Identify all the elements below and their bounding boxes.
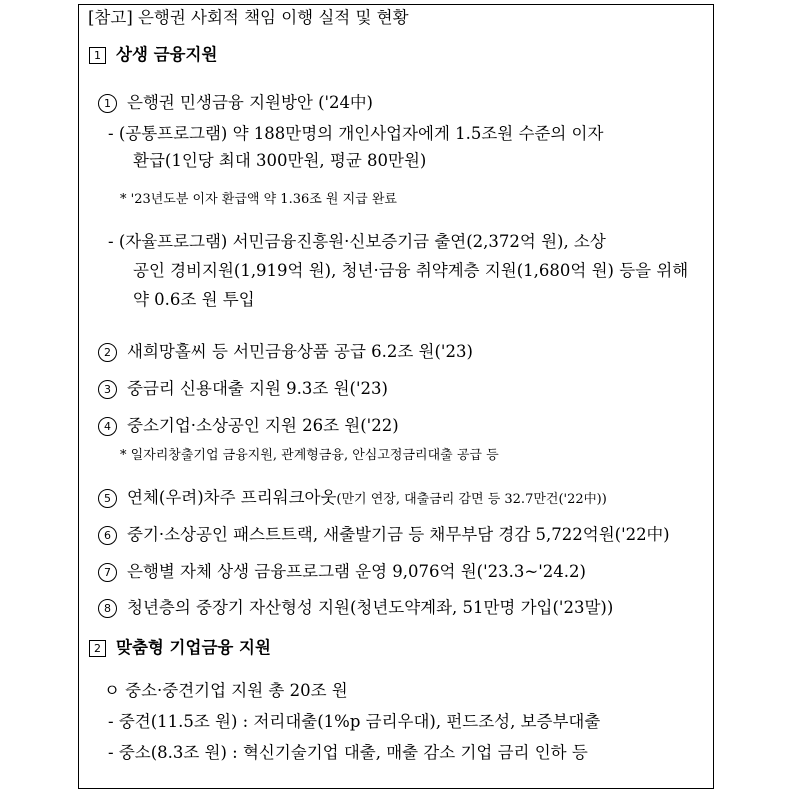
- section1-title: 상생 금융지원: [116, 45, 218, 64]
- item7-text: 은행별 자체 상생 금융프로그램 운영 9,076억 원('23.3~'24.2): [127, 562, 586, 581]
- item1-line1: - (공통프로그램) 약 188만명의 개인사업자에게 1.5조원 수준의 이자: [108, 124, 604, 143]
- item3: [98, 380, 388, 399]
- item4: [98, 417, 399, 436]
- section2-number: 2: [89, 640, 106, 657]
- item5-number: 5: [98, 489, 117, 508]
- item1-line2: 환급(1인당 최대 300만원, 평균 80만원): [133, 151, 427, 170]
- item7-number: 7: [98, 563, 117, 582]
- item1-title: 은행권 민생금융 지원방안 ('24中): [127, 93, 373, 112]
- item8-text: 청년층의 중장기 자산형성 지원(청년도약계좌, 51만명 가입('23말)): [127, 598, 614, 617]
- section1-number: 1: [89, 47, 106, 64]
- item1-note: * '23년도분 이자 환급액 약 1.36조 원 지급 완료: [120, 192, 397, 207]
- document-header: [참고] 은행권 사회적 책임 이행 실적 및 현황: [88, 8, 409, 27]
- item3-number: 3: [98, 380, 117, 399]
- item1-line3: - (자율프로그램) 서민금융진흥원·신보증기금 출연(2,372억 원), 소상: [108, 232, 606, 251]
- item5: [98, 489, 607, 508]
- section2-heading: [89, 640, 271, 657]
- item1-line4: 공인 경비지원(1,919억 원), 청년·금융 취약계층 지원(1,680억 원) 등을 위해: [133, 261, 689, 280]
- item5-tail: (만기 연장, 대출금리 감면 등 32.7만건('22中)): [336, 492, 607, 507]
- item4-number: 4: [98, 417, 117, 436]
- section2-sub1: - 중견(11.5조 원) : 저리대출(1%p 금리우대), 펀드조성, 보증부대출: [108, 712, 601, 731]
- item4-note: * 일자리창출기업 금융지원, 관계형금융, 안심고정금리대출 공급 등: [120, 448, 499, 463]
- section2-sub2: - 중소(8.3조 원) : 혁신기술기업 대출, 매출 감소 기업 금리 인하 등: [108, 743, 588, 762]
- item5-text: 연체(우려)차주 프리워크아웃: [127, 488, 337, 507]
- item2-number: 2: [98, 343, 117, 362]
- item1-line5: 약 0.6조 원 투입: [133, 290, 255, 309]
- item4-text: 중소기업·소상공인 지원 26조 원('22): [127, 416, 399, 435]
- item6-text: 중기·소상공인 패스트트랙, 새출발기금 등 채무부담 경감 5,722억원('22中): [127, 525, 670, 544]
- section2-bullet: ㅇ 중소·중견기업 지원 총 20조 원: [104, 681, 348, 700]
- item8: [98, 599, 613, 618]
- item2-text: 새희망홀씨 등 서민금융상품 공급 6.2조 원('23): [127, 342, 473, 361]
- item2: [98, 343, 473, 362]
- item6: [98, 526, 670, 545]
- section2-title: 맞춤형 기업금융 지원: [116, 638, 271, 657]
- item8-number: 8: [98, 599, 117, 618]
- item6-number: 6: [98, 526, 117, 545]
- section1-heading: [89, 47, 217, 64]
- item1-number: 1: [98, 94, 117, 113]
- item3-text: 중금리 신용대출 지원 9.3조 원('23): [127, 379, 388, 398]
- item7: [98, 563, 586, 582]
- item1-heading: [98, 94, 373, 113]
